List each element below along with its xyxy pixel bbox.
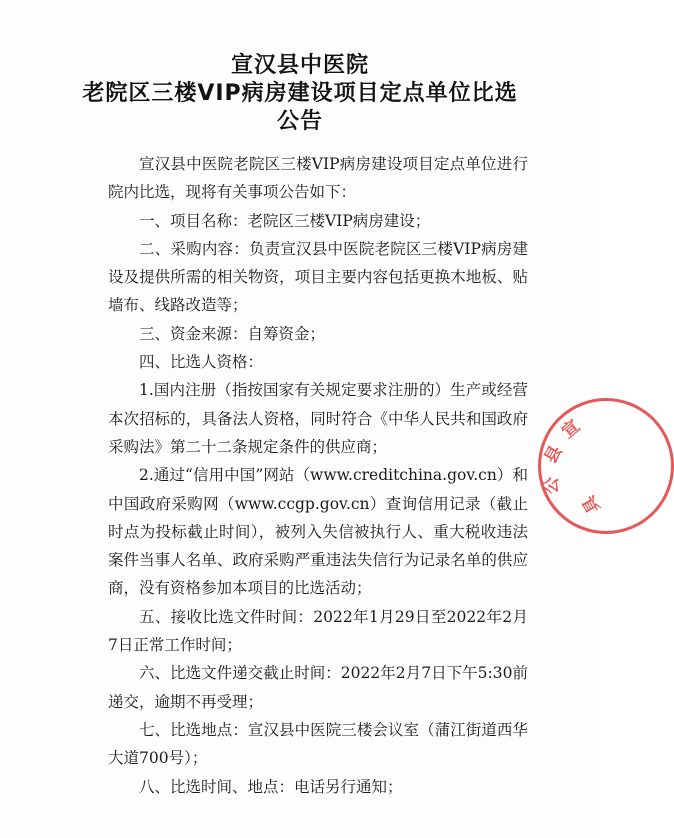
document-body [108, 150, 528, 801]
title-line-notice: 公告 [276, 109, 323, 134]
title-line-project: 老院区三楼VIP病房建设项目定点单位比选 [82, 81, 518, 106]
item-funding-source: 三、资金来源：自筹资金； [139, 324, 326, 343]
seal-char: 县 [540, 442, 567, 468]
red-seal-stamp [538, 398, 674, 534]
item-location: 七、比选地点：宣汉县中医院三楼会议室（蒲江街道西华大道700号）； [108, 720, 528, 768]
item-deadline: 六、比选文件递交截止时间：2022年2月7日下午5:30前递交，逾期不再受理； [108, 664, 528, 711]
title-line-hospital: 宣汉县中医院 [230, 53, 369, 78]
item-qualifications: 四、比选人资格： [139, 353, 264, 372]
item-receive-time: 五、接收比选文件时间：2022年1月29日至2022年2月7日正常工作时间； [108, 607, 528, 655]
qualification-1: 1.国内注册（指按国家有关规定要求注册的）生产或经营本次招标的，具备法人资格，同时符合《中华人民共和国政府采购法》第二十二条规定条件的供应商； [108, 381, 528, 456]
qualification-2: 2.通过“信用中国”网站（www.creditchina.gov.cn）和中国政府采购网（www.ccgp.gov.cn）查询信用记录（截止时点为投标截止时间），被列入失信被执行人、重大税收违法案件当事人名单、政府采购严重违法失信行为记录名单的供应商，没有资格参加本项目的比选活动； [108, 466, 528, 598]
seal-char: 公 [542, 477, 562, 494]
seal-char: 宣 [558, 416, 585, 443]
item-time-place: 八、比选时间、地点：电话另行通知； [139, 777, 403, 796]
intro-paragraph: 宣汉县中医院老院区三楼VIP病房建设项目定点单位进行院内比选，现将有关事项公告如下： [108, 155, 528, 202]
item-procurement-content: 二、采购内容：负责宣汉县中医院老院区三楼VIP病房建设及提供所需的相关物资，项目主要内容包括更换木地板、贴墙布、线路改造等； [108, 239, 528, 315]
seal-char: 具 [578, 491, 605, 517]
item-project-name: 一、项目名称：老院区三楼VIP病房建设； [139, 211, 431, 230]
document-title [0, 52, 600, 136]
